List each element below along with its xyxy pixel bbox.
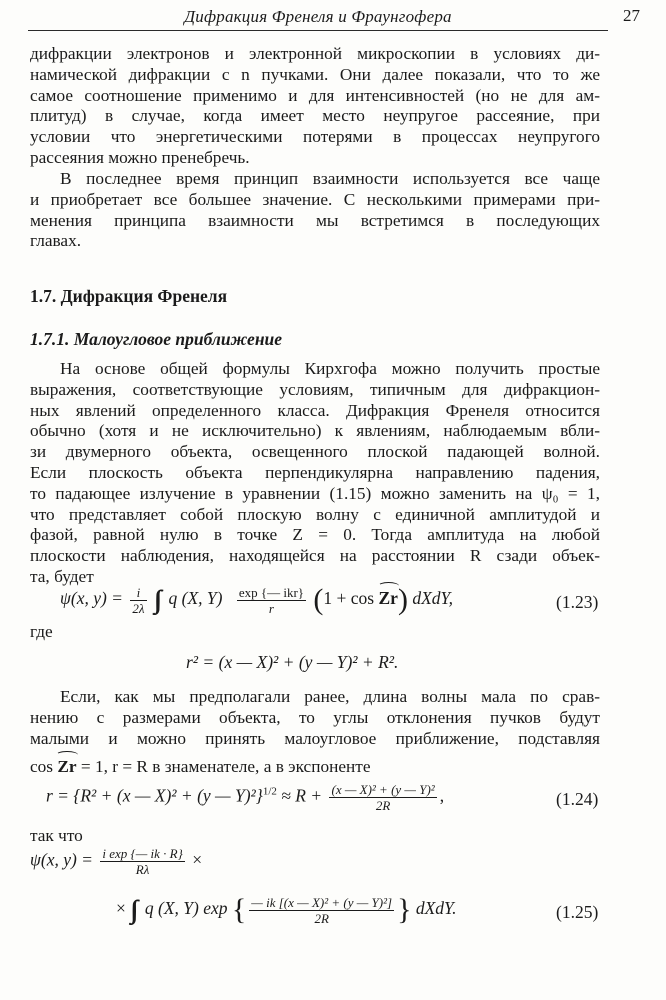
text-line: главах. xyxy=(30,231,82,251)
text-line: обычно (хотя и не исключительно) к явлениям, наблюдаемым вбли- xyxy=(30,421,600,441)
right-brace: } xyxy=(397,893,412,926)
equation-1-25-second-line xyxy=(116,893,457,927)
paragraph-small-angle xyxy=(30,687,600,778)
eq-exp-numerator: exp {— ikr} xyxy=(238,584,305,600)
text-line: и приобретает все большее значение. С несколькими примерами при- xyxy=(30,189,600,209)
text-line: та, будет xyxy=(30,566,94,586)
text-line: менения принципа взаимности мы встретимся в последующих xyxy=(30,210,600,230)
text-line: плитуд) в случае, когда имеет место неупругое рассеяние, при xyxy=(30,106,600,126)
text-line: нению с размерами объекта, то углы отклонения пучков будут xyxy=(30,707,600,727)
double-integral-symbol: ∫∫ xyxy=(130,895,133,924)
eq-integrand: q (X, Y) xyxy=(168,588,223,609)
text-line: условии что энергетическими потерями в процессах неупругого xyxy=(30,127,600,147)
eq-fraction xyxy=(249,895,394,926)
text-line xyxy=(30,757,600,778)
running-header-title: Дифракция Френеля и Фраунгофера xyxy=(184,7,452,26)
eq-tail: , xyxy=(439,785,445,806)
eq-fraction xyxy=(329,782,436,813)
text-line: выражения, соответствующие условиям, типичным для дифракцион- xyxy=(30,379,600,399)
eq-lhs: ψ(x, y) = xyxy=(30,849,93,870)
eq-fraction-denominator: 2R xyxy=(314,910,329,926)
times-sign: × xyxy=(192,849,203,870)
paragraph-reciprocity-continued xyxy=(30,44,600,169)
equation-number: (1.25) xyxy=(556,902,599,922)
word-where: где xyxy=(30,622,53,641)
eq-differential: dXdY, xyxy=(412,588,454,609)
text-line: На основе общей формулы Кирхгофа можно получить простые xyxy=(60,359,600,378)
running-header xyxy=(28,6,640,31)
eq-fraction-numerator: i exp {— ik · R} xyxy=(102,846,183,861)
text-line: зи двумерного объекта, освещенного плоской падающей волной. xyxy=(30,442,600,462)
text-line: плоскости наблюдения, находящейся на расстоянии R сзади объек- xyxy=(30,546,600,566)
eq-approx: ≈ R + xyxy=(281,785,323,806)
eq-fraction-denominator: Rλ xyxy=(135,862,150,877)
text-line: рассеяния можно пренебречь. xyxy=(30,147,250,167)
eq-exp-fraction xyxy=(237,585,306,616)
double-integral-symbol: ∫∫ xyxy=(153,585,157,614)
text-line: Если плоскость объекта перпендикулярна направлению падения, xyxy=(30,462,600,482)
text-line: ных явлений определенного класса. Дифракция Френеля относится xyxy=(30,400,600,420)
angle-hat-zr: Zr xyxy=(57,757,77,777)
paragraph-reciprocity-usage xyxy=(30,169,600,252)
eq-integrand: q (X, Y) exp xyxy=(144,898,228,919)
eq-lhs: r = {R² + (x — X)² + (y — Y)²} xyxy=(46,785,263,806)
eq-fraction-numerator: — ik [(x — X)² + (y — Y)²] xyxy=(251,894,393,910)
times-sign: × xyxy=(116,898,126,919)
left-brace: { xyxy=(231,893,247,926)
subsection-heading: 1.7.1. Малоугловое приближение xyxy=(30,329,283,349)
text-line: намической дифракции с n пучками. Они далее показали, что то же xyxy=(30,64,600,84)
page-number: 27 xyxy=(623,6,640,25)
equation-r-squared: r² = (x — X)² + (y — Y)² + R². xyxy=(186,652,399,672)
eq-factor: 1 + cos xyxy=(323,588,375,609)
equation-number: (1.23) xyxy=(556,592,599,612)
left-paren: ( xyxy=(313,583,324,616)
eq-fraction xyxy=(100,846,184,877)
equation-1-23 xyxy=(60,583,453,617)
equation-1-25-first-line xyxy=(30,846,202,877)
eq-lhs: ψ(x, y) = xyxy=(60,588,123,609)
eq-fraction-numerator: i xyxy=(130,585,146,601)
text-line: дифракции электронов и электронной микроскопии в условиях ди- xyxy=(30,44,600,63)
text-line: то падающее излучение в уравнении (1.15) можно заменить на ψ₀ = 1, xyxy=(30,483,600,503)
text-line: что представляет собой плоскую волну с единичной амплитудой и xyxy=(30,504,600,524)
text-line: Если, как мы предполагали ранее, длина волны мала по срав- xyxy=(60,687,600,706)
text-line: В последнее время принцип взаимности используется все чаще xyxy=(60,169,600,188)
paragraph-fresnel-intro xyxy=(30,359,600,588)
equation-1-24 xyxy=(46,782,444,813)
text-line: фазой, равной нулю в точке Z = 0. Тогда амплитуда на любой xyxy=(30,525,600,545)
text-line: самое соотношение применимо и для интенсивностей (но не для ам- xyxy=(30,85,600,105)
eq-power: 1/2 xyxy=(262,785,277,798)
cos-prefix: cos xyxy=(30,757,54,777)
eq-differential: dXdY. xyxy=(415,898,457,919)
line-rest: = 1, r = R в знаменателе, а в экспоненте xyxy=(80,757,371,777)
word-so-that: так что xyxy=(30,826,83,845)
eq-fraction-denominator: 2R xyxy=(375,798,391,813)
eq-fraction-numerator: (x — X)² + (y — Y)² xyxy=(331,782,435,797)
right-paren: ) xyxy=(397,583,408,616)
equation-number: (1.24) xyxy=(556,789,599,809)
eq-exp-denominator: r xyxy=(268,600,274,616)
eq-angle-hat: Zr xyxy=(378,588,398,609)
section-heading: 1.7. Дифракция Френеля xyxy=(30,286,228,306)
eq-fraction-denominator: 2λ xyxy=(132,600,145,616)
eq-fraction xyxy=(130,585,146,616)
text-line: малыми и можно принять малоугловое приближение, подставляя xyxy=(30,728,600,748)
